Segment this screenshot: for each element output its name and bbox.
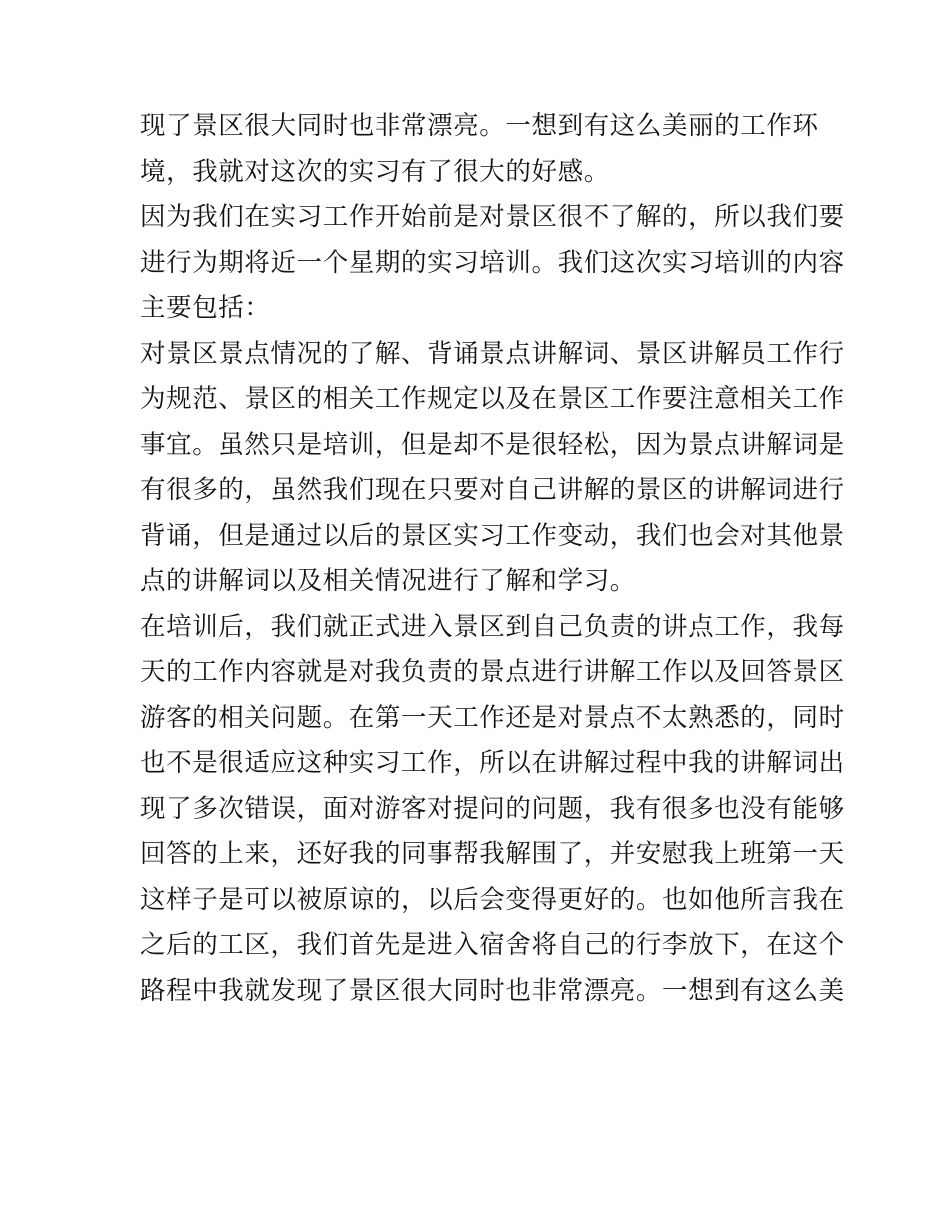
text-line: 之后的工区，我们首先是进入宿舍将自己的行李放下，在这个 [140, 930, 845, 960]
text-line: 回答的上来，还好我的同事帮我解围了，并安慰我上班第一天 [140, 839, 845, 869]
text-line: 现了多次错误，面对游客对提问的问题，我有很多也没有能够 [140, 793, 845, 824]
text-line: 游客的相关问题。在第一天工作还是对景点不太熟悉的，同时 [140, 702, 845, 733]
text-line: 在培训后，我们就正式进入景区到自己负责的讲点工作，我每 [140, 611, 845, 642]
text-line: 对景区景点情况的了解、背诵景点讲解词、景区讲解员工作行 [140, 338, 845, 369]
document-body [140, 104, 845, 1014]
text-line: 事宜。虽然只是培训，但是却不是很轻松，因为景点讲解词是 [140, 429, 845, 460]
text-line: 这样子是可以被原谅的，以后会变得更好的。也如他所言我在 [140, 884, 845, 915]
text-line: 背诵，但是通过以后的景区实习工作变动，我们也会对其他景 [140, 520, 845, 551]
text-line: 进行为期将近一个星期的实习培训。我们这次实习培训的内容 [140, 247, 845, 278]
text-line: 天的工作内容就是对我负责的景点进行讲解工作以及回答景区 [140, 657, 845, 687]
text-line: 为规范、景区的相关工作规定以及在景区工作要注意相关工作 [140, 384, 845, 414]
text-line: 点的讲解词以及相关情况进行了解和学习。 [140, 566, 636, 596]
text-line: 路程中我就发现了景区很大同时也非常漂亮。一想到有这么美 [140, 975, 845, 1006]
text-line: 有很多的，虽然我们现在只要对自己讲解的景区的讲解词进行 [140, 475, 845, 505]
text-line: 因为我们在实习工作开始前是对景区很不了解的，所以我们要 [140, 202, 845, 232]
text-line: 也不是很适应这种实习工作，所以在讲解过程中我的讲解词出 [140, 748, 845, 778]
text-line: 主要包括： [140, 293, 271, 323]
text-line: 现了景区很大同时也非常漂亮。一想到有这么美丽的工作环 [140, 111, 819, 141]
text-line: 境，我就对这次的实习有了很大的好感。 [140, 156, 610, 187]
